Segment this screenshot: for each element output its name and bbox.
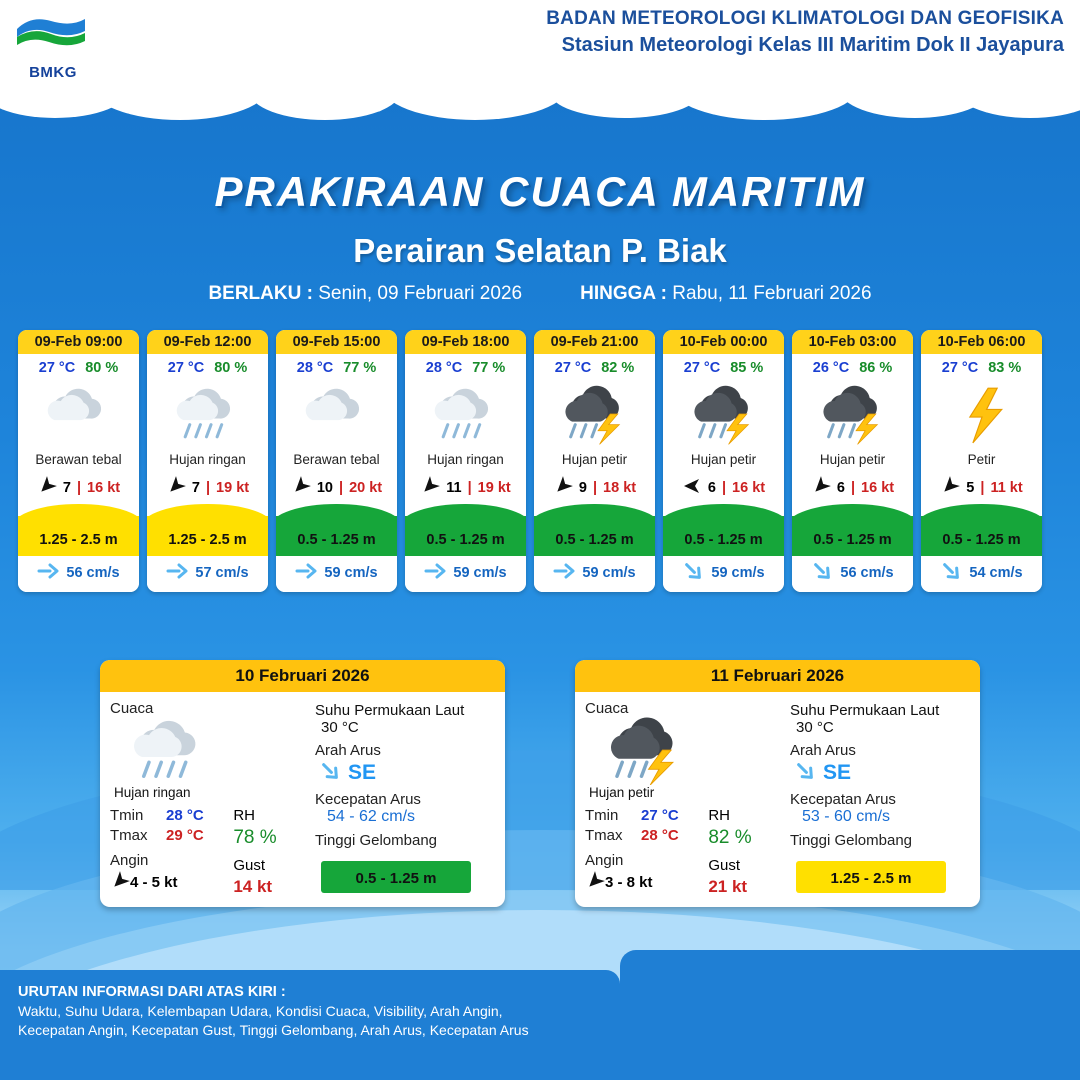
cloud-heavy-icon: [41, 383, 117, 445]
tmax-label: Tmax: [585, 827, 623, 844]
weather-condition: Hujan petir: [561, 452, 628, 467]
wind-gust: 20 kt: [349, 479, 383, 496]
air-temperature: 28 °C: [296, 360, 334, 376]
current-direction-arrow-icon: [424, 562, 446, 584]
current-row: [405, 556, 526, 592]
forecast-time: 10-Feb 00:00: [663, 330, 784, 354]
daily-wave-band: [315, 853, 495, 893]
wave-height-band: [534, 504, 655, 556]
wind-speed: 7: [191, 479, 200, 496]
forecast-time: 10-Feb 06:00: [921, 330, 1042, 354]
relative-humidity: 80 %: [214, 360, 248, 376]
bmkg-logo-text: BMKG: [29, 64, 77, 81]
current-row: [921, 556, 1042, 592]
wind-separator: |: [339, 479, 344, 496]
current-direction-arrow-icon: [166, 562, 188, 584]
wind-direction-arrow-icon: [37, 477, 57, 498]
weather-icon-slot: [18, 378, 139, 450]
current-direction-arrow-icon: [553, 562, 575, 584]
current-speed: 59 cm/s: [582, 565, 636, 581]
current-speed: 54 cm/s: [969, 565, 1023, 581]
sst-value: 30 °C: [321, 719, 359, 736]
sst-value: 30 °C: [796, 719, 834, 736]
wind-gust: 19 kt: [477, 479, 511, 496]
wave-height: 0.5 - 1.25 m: [297, 532, 376, 548]
footer-legend: [0, 970, 620, 1080]
hourly-forecast-card[interactable]: [534, 330, 655, 592]
current-row: [663, 556, 784, 592]
bmkg-logo-icon: [11, 11, 91, 61]
footer-line-1: Waktu, Suhu Udara, Kelembapan Udara, Kondisi Cuaca, Visibility, Arah Angin,: [18, 1003, 503, 1019]
current-speed: 56 cm/s: [840, 565, 894, 581]
wind-label: Angin: [585, 852, 624, 869]
air-temperature: 27 °C: [554, 360, 592, 376]
current-direction-arrow-icon: [940, 562, 962, 584]
daily-date: 10 Februari 2026: [100, 660, 505, 692]
wave-height: 1.25 - 2.5 m: [39, 532, 118, 548]
wind-speed: 7: [62, 479, 71, 496]
tmin-value: 28 °C: [166, 807, 204, 824]
rain-light-icon: [170, 383, 246, 445]
wind-gust: 16 kt: [861, 479, 895, 496]
page-title: PRAKIRAAN CUACA MARITIM: [214, 168, 866, 215]
current-speed: 56 cm/s: [66, 565, 120, 581]
daily-weather-label: Cuaca: [585, 700, 629, 717]
current-speed: 59 cm/s: [324, 565, 378, 581]
valid-to: [580, 283, 871, 305]
forecast-time: 09-Feb 21:00: [534, 330, 655, 354]
current-row: [147, 556, 268, 592]
wind-direction-arrow-icon: [420, 477, 440, 498]
weather-condition: Hujan ringan: [427, 452, 504, 467]
temp-humidity-row: [18, 354, 139, 378]
wave-height: 0.5 - 1.25 m: [555, 532, 634, 548]
air-temperature: 26 °C: [812, 360, 850, 376]
current-direction-value: SE: [823, 761, 852, 784]
header-cloud-bumps: [0, 78, 1080, 138]
wind-range: 3 - 8 kt: [605, 874, 653, 891]
daily-weather-icon-slot: [585, 717, 790, 783]
rh-value: 78 %: [233, 827, 277, 848]
temp-humidity-row: [663, 354, 784, 378]
air-temperature: 27 °C: [941, 360, 979, 376]
weather-condition: Berawan tebal: [35, 452, 122, 467]
weather-icon-slot: [276, 378, 397, 450]
wind-separator: |: [721, 479, 727, 496]
air-temperature: 27 °C: [683, 360, 721, 376]
hourly-forecast-card[interactable]: [792, 330, 913, 592]
wind-label: Angin: [110, 852, 149, 869]
weather-condition: Hujan ringan: [169, 452, 246, 467]
current-direction-arrow-icon: [295, 562, 317, 584]
wave-height-band: [147, 504, 268, 556]
agency-title: [546, 8, 1064, 57]
wind-speed: 11: [446, 479, 462, 496]
wind-direction-arrow-icon: [166, 477, 186, 498]
daily-date: 11 Februari 2026: [575, 660, 980, 692]
gust-label: Gust: [708, 857, 740, 874]
air-temperature: 27 °C: [167, 360, 205, 376]
daily-forecast-card[interactable]: [575, 660, 980, 907]
current-direction-label: Arah Arus: [315, 742, 381, 759]
weather-condition: Hujan petir: [690, 452, 757, 467]
weather-icon-slot: [405, 378, 526, 450]
wind-direction-arrow-icon: [811, 477, 831, 498]
tmin-label: Tmin: [585, 807, 619, 824]
wind-row: [534, 473, 655, 504]
valid-from: [208, 283, 522, 305]
wave-height: 0.5 - 1.25 m: [426, 532, 505, 548]
wave-height-label: Tinggi Gelombang: [790, 832, 913, 849]
wind-direction-arrow-icon: [291, 477, 311, 498]
wind-gust: 19 kt: [216, 479, 250, 496]
relative-humidity: 85 %: [730, 360, 764, 376]
wind-direction-arrow-icon: [940, 477, 960, 498]
footer-title: URUTAN INFORMASI DARI ATAS KIRI :: [18, 984, 286, 1000]
wind-row: [147, 473, 268, 504]
daily-wave-value: 1.25 - 2.5 m: [830, 870, 912, 887]
wind-separator: |: [592, 479, 598, 496]
daily-weather-icon-slot: [110, 717, 315, 783]
current-speed-value: 54 - 62 cm/s: [327, 808, 416, 825]
relative-humidity: 82 %: [601, 360, 635, 376]
weather-icon-slot: [147, 378, 268, 450]
current-direction-arrow-icon: [794, 762, 816, 784]
sst-label: Suhu Permukaan Laut: [790, 702, 940, 719]
tmax-label: Tmax: [110, 827, 148, 844]
wind-separator: |: [76, 479, 82, 496]
current-direction-arrow-icon: [37, 562, 59, 584]
relative-humidity: 83 %: [988, 360, 1022, 376]
wind-separator: |: [980, 479, 985, 496]
hourly-forecast-card[interactable]: [147, 330, 268, 592]
wind-row: [18, 473, 139, 504]
temp-humidity-row: [792, 354, 913, 378]
rh-label: RH: [708, 807, 730, 824]
forecast-time: 09-Feb 12:00: [147, 330, 268, 354]
daily-wave-band: [790, 853, 970, 893]
daily-condition: Hujan ringan: [114, 785, 191, 800]
wind-speed: 5: [966, 479, 975, 496]
thunder-rain-icon: [599, 715, 691, 785]
wind-direction-arrow-icon: [110, 872, 130, 893]
gust-value: 14 kt: [233, 877, 273, 896]
cloud-heavy-icon: [299, 383, 375, 445]
current-row: [792, 556, 913, 592]
rh-label: RH: [233, 807, 255, 824]
hourly-forecast-card[interactable]: [405, 330, 526, 592]
rh-value: 82 %: [708, 827, 752, 848]
wind-speed: 6: [707, 479, 716, 496]
hourly-forecast-card[interactable]: [276, 330, 397, 592]
temp-humidity-row: [405, 354, 526, 378]
tmax-value: 28 °C: [641, 827, 679, 844]
qr-panel: [620, 950, 1080, 1080]
wind-separator: |: [205, 479, 211, 496]
current-speed-label: Kecepatan Arus: [790, 791, 896, 808]
wind-gust: 18 kt: [603, 479, 637, 496]
tmin-value: 27 °C: [641, 807, 679, 824]
current-row: [276, 556, 397, 592]
rain-light-icon: [124, 715, 216, 785]
current-row: [534, 556, 655, 592]
current-speed-value: 53 - 60 cm/s: [802, 808, 891, 825]
wave-height: 0.5 - 1.25 m: [813, 532, 892, 548]
temp-humidity-row: [147, 354, 268, 378]
current-direction-value: SE: [348, 761, 377, 784]
hourly-forecast-card[interactable]: [921, 330, 1042, 592]
weather-icon-slot: [921, 378, 1042, 450]
weather-condition: Berawan tebal: [293, 452, 380, 467]
forecast-time: 09-Feb 18:00: [405, 330, 526, 354]
valid-to-label: HINGGA :: [580, 283, 667, 304]
current-speed: 59 cm/s: [453, 565, 507, 581]
weather-icon-slot: [792, 378, 913, 450]
validity-row: [0, 283, 1080, 305]
current-direction-arrow-icon: [682, 562, 704, 584]
forecast-time: 10-Feb 03:00: [792, 330, 913, 354]
wind-speed: 6: [836, 479, 845, 496]
wave-height-band: [405, 504, 526, 556]
footer-line-2: Kecepatan Angin, Kecepatan Gust, Tinggi Gelombang, Arah Arus, Kecepatan Arus: [18, 1022, 529, 1038]
air-temperature: 27 °C: [38, 360, 76, 376]
weather-condition: Hujan petir: [819, 452, 886, 467]
gust-label: Gust: [233, 857, 265, 874]
temp-humidity-row: [921, 354, 1042, 378]
daily-forecast-list: [0, 660, 1080, 907]
wave-height-band: [663, 504, 784, 556]
relative-humidity: 77 %: [343, 360, 377, 376]
current-direction-label: Arah Arus: [790, 742, 856, 759]
daily-forecast-card[interactable]: [100, 660, 505, 907]
wave-height-band: [921, 504, 1042, 556]
daily-weather-label: Cuaca: [110, 700, 154, 717]
weather-icon-slot: [663, 378, 784, 450]
wave-height: 0.5 - 1.25 m: [684, 532, 763, 548]
wave-height-band: [18, 504, 139, 556]
thunder-icon: [944, 383, 1020, 445]
thunder-rain-icon: [686, 383, 762, 445]
wave-height-band: [276, 504, 397, 556]
valid-from-label: BERLAKU :: [208, 283, 313, 304]
tmax-value: 29 °C: [166, 827, 204, 844]
forecast-time: 09-Feb 09:00: [18, 330, 139, 354]
wind-speed: 10: [316, 479, 333, 496]
hourly-forecast-card[interactable]: [663, 330, 784, 592]
wind-separator: |: [467, 479, 472, 496]
current-speed-label: Kecepatan Arus: [315, 791, 421, 808]
weather-condition: Petir: [967, 452, 996, 467]
gust-value: 21 kt: [708, 877, 748, 896]
wave-height-band: [792, 504, 913, 556]
forecast-time: 09-Feb 15:00: [276, 330, 397, 354]
wind-gust: 11 kt: [990, 479, 1023, 496]
current-speed: 59 cm/s: [711, 565, 765, 581]
daily-wave-value: 0.5 - 1.25 m: [355, 870, 437, 887]
wind-direction-arrow-icon: [682, 477, 702, 498]
weather-icon-slot: [534, 378, 655, 450]
wind-gust: 16 kt: [732, 479, 766, 496]
wind-row: [921, 473, 1042, 504]
tmin-label: Tmin: [110, 807, 144, 824]
valid-from-value: Senin, 09 Februari 2026: [318, 283, 523, 304]
valid-to-value: Rabu, 11 Februari 2026: [672, 283, 872, 304]
relative-humidity: 80 %: [85, 360, 119, 376]
sst-label: Suhu Permukaan Laut: [315, 702, 465, 719]
wind-row: [276, 473, 397, 504]
bmkg-logo: [10, 8, 96, 86]
current-direction-arrow-icon: [319, 762, 341, 784]
wind-row: [663, 473, 784, 504]
relative-humidity: 86 %: [859, 360, 893, 376]
wind-separator: |: [850, 479, 856, 496]
temp-humidity-row: [534, 354, 655, 378]
current-speed: 57 cm/s: [195, 565, 249, 581]
page-subtitle: Perairan Selatan P. Biak: [353, 232, 727, 269]
wind-direction-arrow-icon: [553, 477, 573, 498]
temp-humidity-row: [276, 354, 397, 378]
hourly-forecast-card[interactable]: [18, 330, 139, 592]
rain-light-icon: [428, 383, 504, 445]
relative-humidity: 77 %: [472, 360, 506, 376]
current-row: [18, 556, 139, 592]
wind-gust: 16 kt: [87, 479, 121, 496]
wind-row: [792, 473, 913, 504]
hourly-forecast-list: [18, 330, 1062, 592]
thunder-rain-icon: [815, 383, 891, 445]
wave-height: 1.25 - 2.5 m: [168, 532, 247, 548]
daily-condition: Hujan petir: [589, 785, 655, 800]
wind-row: [405, 473, 526, 504]
wind-speed: 9: [578, 479, 587, 496]
wind-range: 4 - 5 kt: [130, 874, 178, 891]
current-direction-arrow-icon: [811, 562, 833, 584]
thunder-rain-icon: [557, 383, 633, 445]
wind-direction-arrow-icon: [585, 872, 605, 893]
wave-height-label: Tinggi Gelombang: [315, 832, 438, 849]
air-temperature: 28 °C: [425, 360, 463, 376]
agency-line-2: Stasiun Meteorologi Kelas III Maritim Dok II Jayapura: [561, 34, 1064, 56]
agency-line-1: BADAN METEOROLOGI KLIMATOLOGI DAN GEOFISIKA: [546, 8, 1064, 29]
wave-height: 0.5 - 1.25 m: [942, 532, 1021, 548]
